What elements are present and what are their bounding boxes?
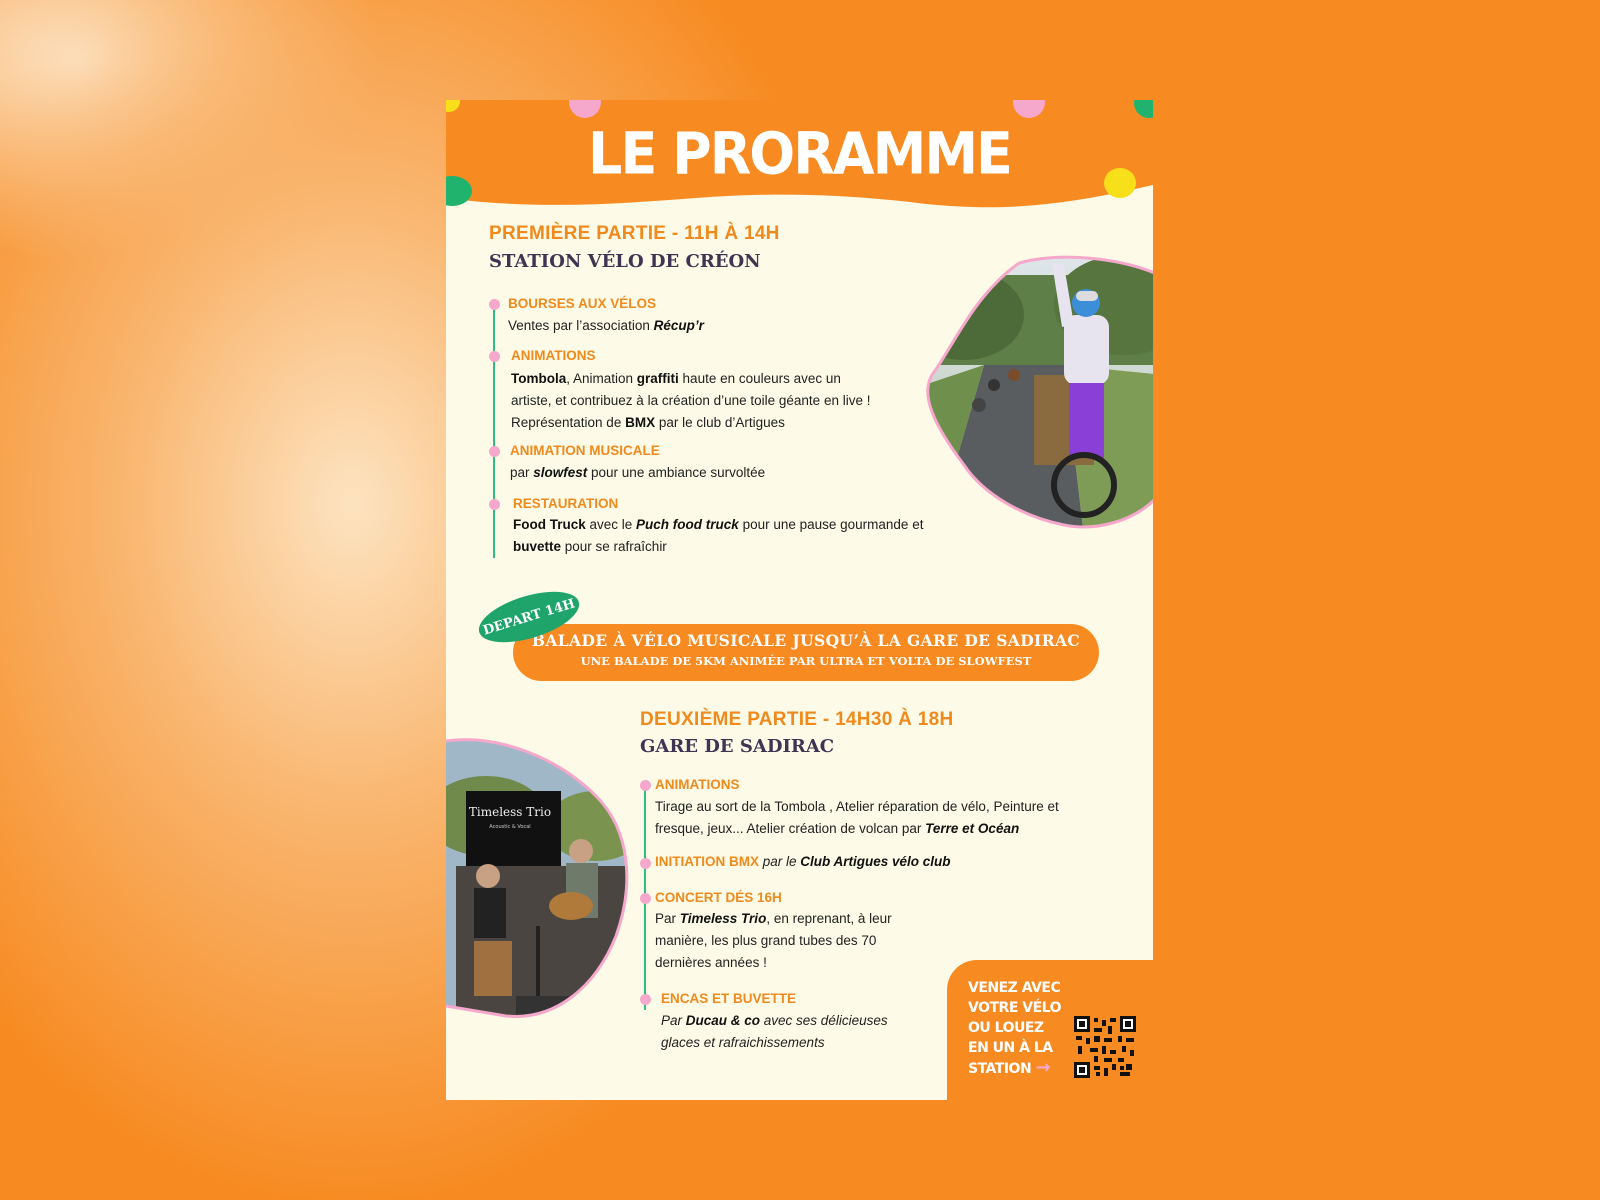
timeline-bullet: [640, 858, 651, 869]
item-text: Par Timeless Trio, en reprenant, à leur manière, les plus grand tubes des 70 dernières années !: [655, 911, 892, 970]
timeline-bullet: [640, 994, 651, 1005]
item-title: ANIMATION MUSICALE: [510, 443, 660, 458]
timeline-bullet: [489, 499, 500, 510]
page-title: LE PRORAMME: [588, 119, 1011, 188]
event-poster: [446, 100, 1153, 1100]
item-text: INITIATION BMX par le Club Artigues vélo club: [655, 854, 951, 869]
timeline-bullet: [489, 351, 500, 362]
part1-timeline: [493, 304, 495, 558]
arrow-right-icon: →: [1035, 1057, 1051, 1078]
depart-badge: DEPART 14H: [473, 582, 585, 653]
ride-subtitle: UNE BALADE DE 5KM ANIMÉE PAR ULTRA ET VOLTA DE SLOWFEST: [580, 654, 1032, 668]
item-title: ENCAS ET BUVETTE: [661, 991, 797, 1006]
item-text: Par Ducau & co avec ses délicieuses glaces et rafraichissements: [661, 1013, 888, 1050]
timeline-bullet: [489, 446, 500, 457]
item-title: ANIMATIONS: [511, 348, 596, 363]
item-text: Tirage au sort de la Tombola , Atelier réparation de vélo, Peinture et fresque, jeux... Atelier création de volcan par Terre et Océan: [655, 799, 1059, 836]
part1-heading: PREMIÈRE PARTIE - 11H À 14H: [489, 223, 780, 244]
item-title: RESTAURATION: [513, 496, 619, 511]
timeline-bullet: [640, 893, 651, 904]
item-text: Food Truck avec le Puch food truck pour une pause gourmande et buvette pour se rafraîchir: [513, 517, 924, 554]
cta-box: [947, 960, 1153, 1100]
item-text: par slowfest pour une ambiance survoltée: [510, 465, 766, 480]
item-title: BOURSES AUX VÉLOS: [508, 296, 657, 311]
cta-text: VENEZ AVEC VOTRE VÉLO OU LOUEZ EN UN À LA STATION →: [968, 980, 1061, 1078]
part2-location: GARE DE SADIRAC: [640, 736, 835, 757]
part2-heading: DEUXIÈME PARTIE - 14H30 À 18H: [640, 709, 954, 730]
part1-location: STATION VÉLO DE CRÉON: [489, 251, 761, 272]
band-sign: Timeless Trio: [468, 805, 552, 819]
band-photo: [446, 736, 631, 1036]
ride-title: BALADE À VÉLO MUSICALE JUSQU’À LA GARE DE SADIRAC: [531, 631, 1081, 650]
band-sign-sub: Acoustic & Vocal: [489, 824, 531, 830]
item-text: Ventes par l’association Récup’r: [508, 318, 704, 333]
qr-code-icon[interactable]: [1074, 1016, 1136, 1078]
item-title: ANIMATIONS: [655, 777, 740, 792]
timeline-bullet: [489, 299, 500, 310]
timeline-bullet: [640, 780, 651, 791]
item-text: Tombola, Animation graffiti haute en couleurs avec un artiste, et contribuez à la création d’une toile géante en live ! Représentation de BMX par le club d’Artigues: [511, 371, 871, 430]
ride-banner: [513, 624, 1099, 681]
item-title: CONCERT DÉS 16H: [655, 890, 782, 905]
cyclist-photo: [924, 255, 1153, 537]
